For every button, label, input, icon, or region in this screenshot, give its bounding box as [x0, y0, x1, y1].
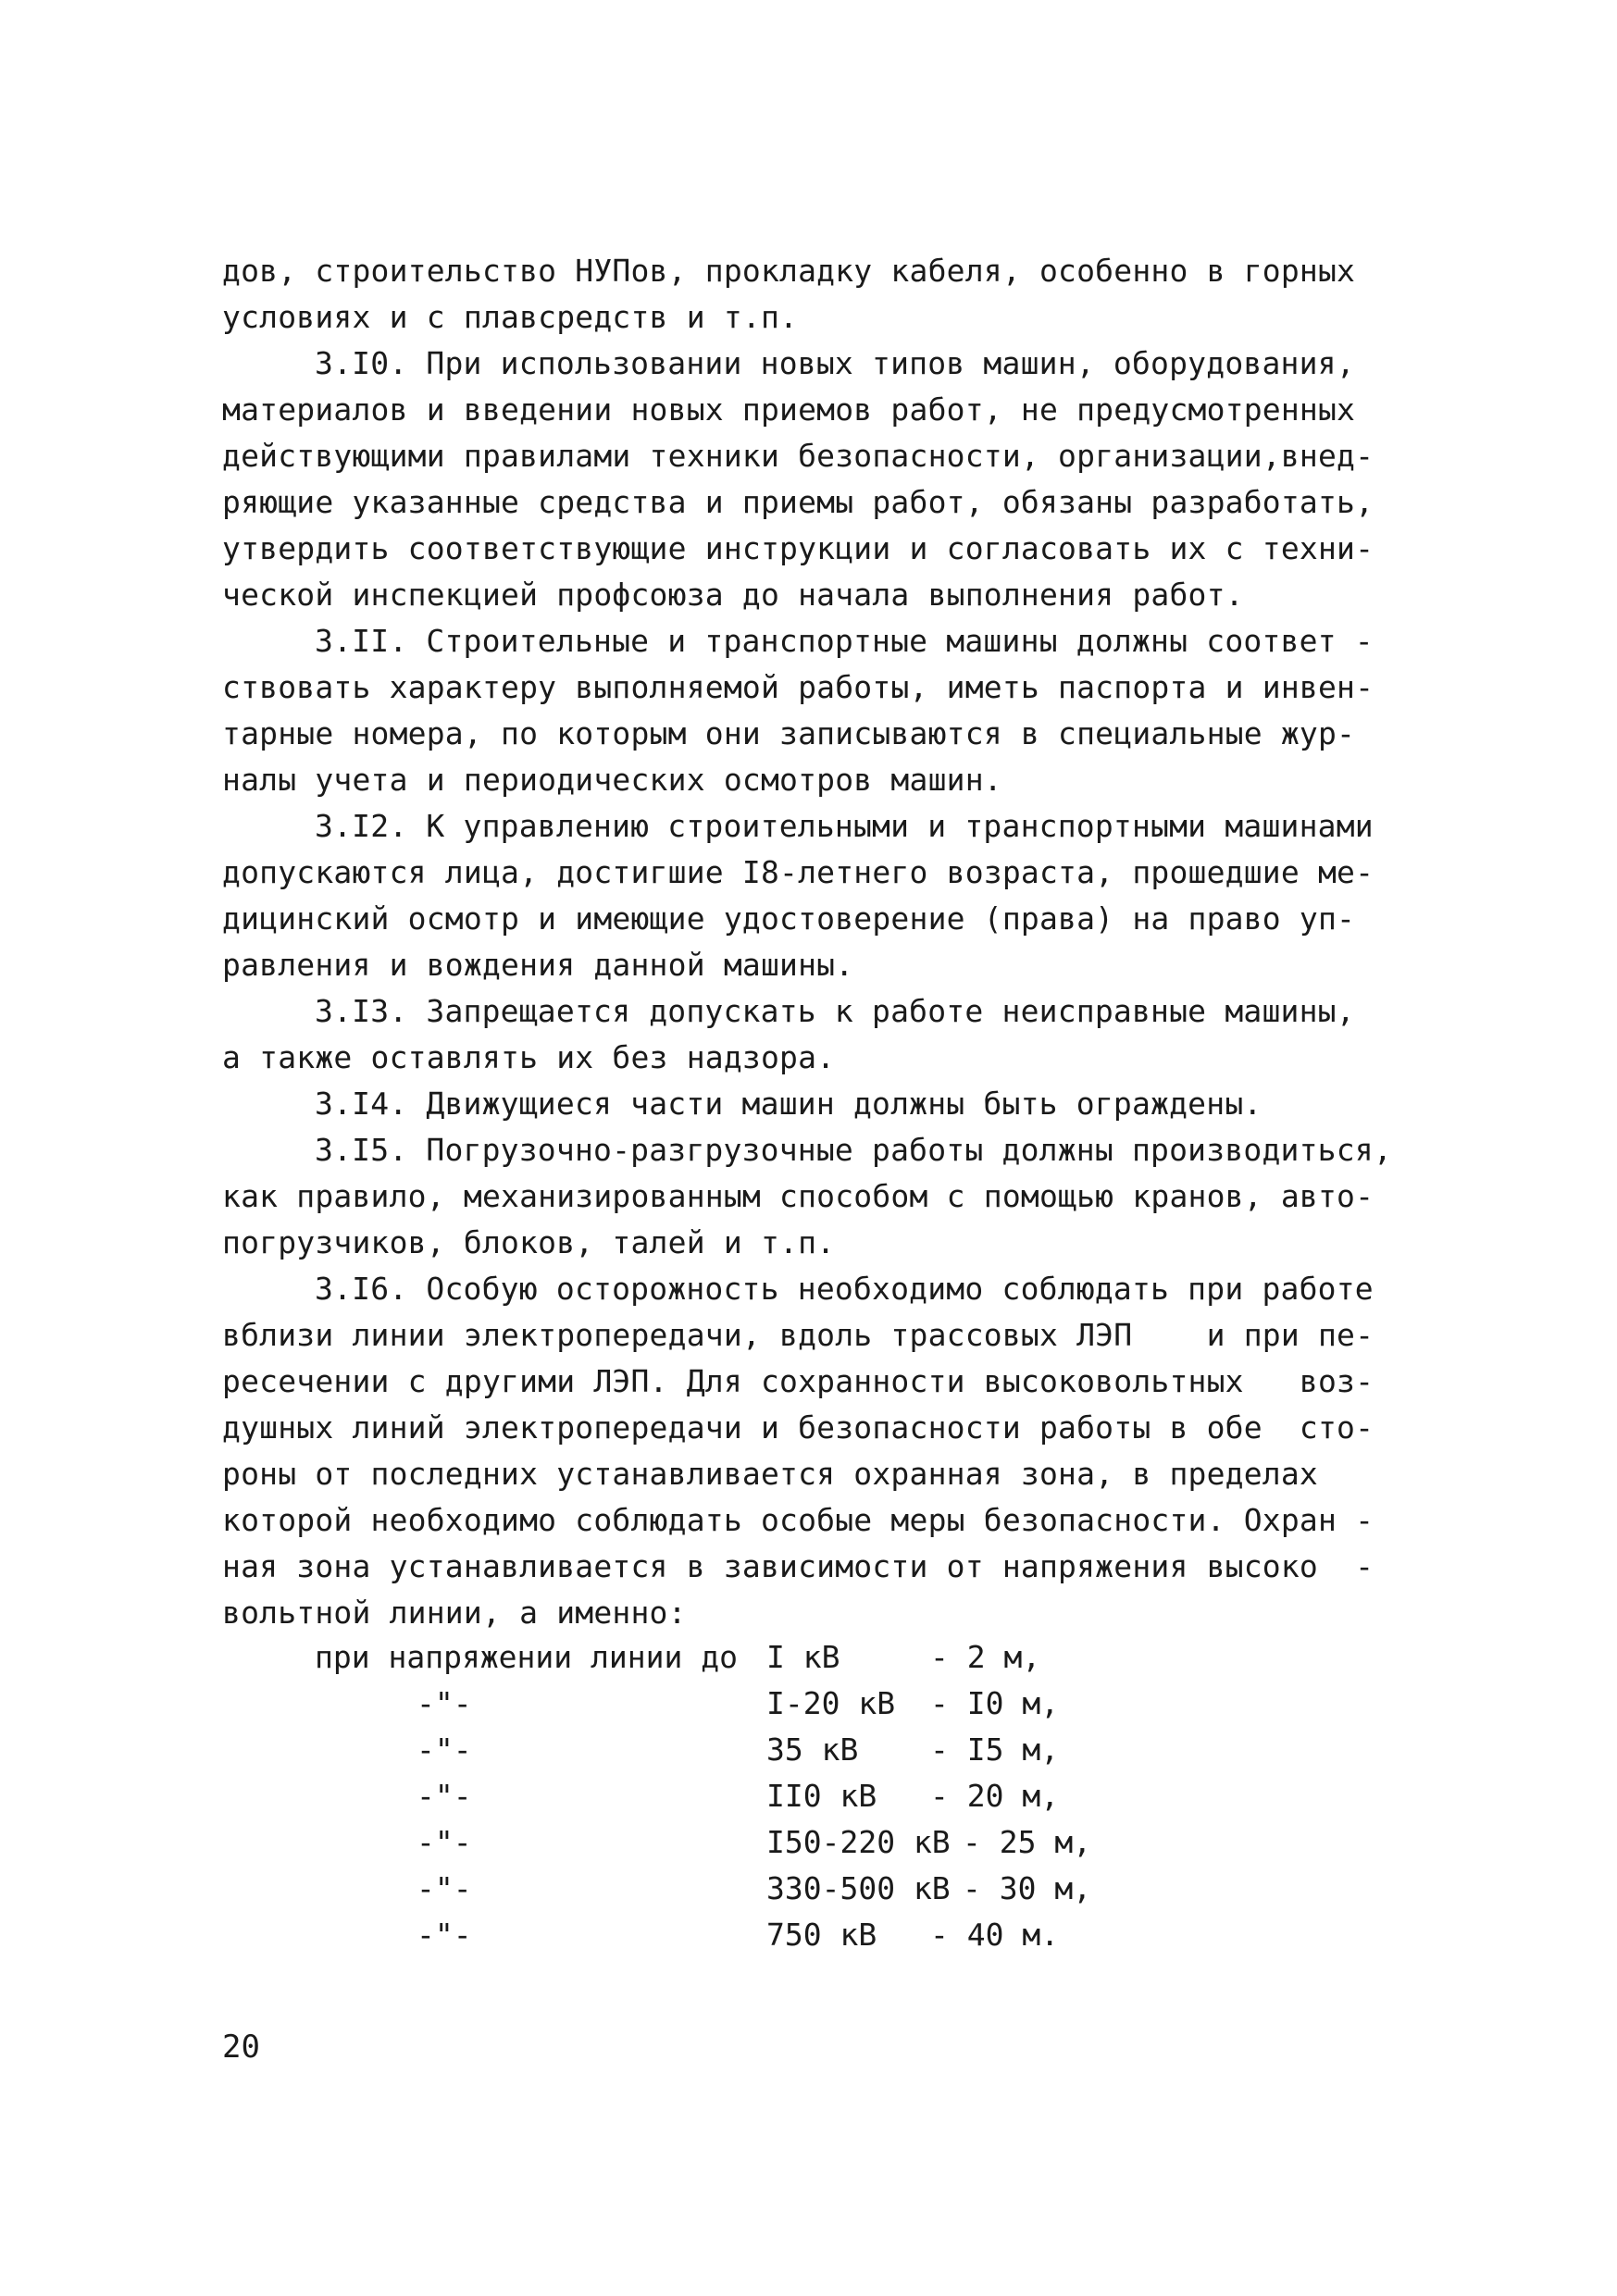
text-line: ряющие указанные средства и приемы работ, обязаны разработать,	[222, 484, 1374, 520]
paragraph-3-16	[222, 1266, 1398, 1636]
text-line: ная зона устанавливается в зависимости от напряжения высоко -	[222, 1548, 1374, 1584]
paragraph-3-11	[222, 618, 1398, 803]
zone-distance: - 30 м,	[963, 1870, 1092, 1906]
text-line: вольтной линии, а именно:	[222, 1595, 687, 1631]
zone-distance: - 25 м,	[963, 1824, 1092, 1860]
zone-condition: при напряжении линии до	[315, 1639, 738, 1675]
zone-voltage: I50-220 кВ	[766, 1824, 951, 1860]
paragraph-3-13	[222, 988, 1398, 1081]
zone-distance: - 20 м,	[930, 1778, 1060, 1814]
zone-row	[315, 1912, 1060, 1958]
text-line: материалов и введении новых приемов работ, не предусмотренных	[222, 391, 1356, 428]
paragraph-3-12	[222, 803, 1398, 988]
text-line: дов, строительство НУПов, прокладку кабеля, особенно в горных	[222, 253, 1356, 289]
zone-voltage: 35 кВ	[766, 1731, 859, 1768]
text-line: 3.I2. К управлению строительными и транспортными машинами	[315, 808, 1374, 844]
text-line: 3.I0. При использовании новых типов машин, оборудования,	[315, 345, 1355, 381]
zone-distance: - I0 м,	[930, 1685, 1060, 1721]
ditto-mark: -"-	[417, 1824, 472, 1860]
text-line: вблизи линии электропередачи, вдоль трассовых ЛЭП и при пе-	[222, 1317, 1374, 1353]
zone-row	[315, 1866, 1092, 1912]
text-line: условиях и с плавсредств и т.п.	[222, 299, 799, 335]
text-line: ресечении с другими ЛЭП. Для сохранности высоковольтных воз-	[222, 1363, 1374, 1399]
page-number: 20	[222, 2029, 260, 2066]
zone-row	[315, 1634, 1041, 1681]
zone-voltage: 750 кВ	[766, 1917, 877, 1953]
body-text	[222, 248, 1398, 1636]
ditto-mark: -"-	[417, 1685, 472, 1721]
text-line: как правило, механизированным способом с помощью кранов, авто-	[222, 1178, 1374, 1214]
text-line: действующими правилами техники безопасности, организации,внед-	[222, 438, 1374, 474]
text-line: 3.II. Строительные и транспортные машины должны соответ -	[315, 623, 1374, 659]
text-line: налы учета и периодических осмотров машин.	[222, 762, 1002, 798]
text-line: дицинский осмотр и имеющие удостоверение (права) на право уп-	[222, 900, 1356, 937]
zone-voltage: II0 кВ	[766, 1778, 877, 1814]
text-line: равления и вождения данной машины.	[222, 947, 854, 983]
text-line: погрузчиков, блоков, талей и т.п.	[222, 1224, 836, 1260]
text-line: ствовать характеру выполняемой работы, иметь паспорта и инвен-	[222, 669, 1374, 705]
paragraph-3-15	[222, 1127, 1398, 1266]
ditto-mark: -"-	[417, 1778, 472, 1814]
zone-row	[315, 1819, 1092, 1866]
paragraph-3-10	[222, 341, 1398, 618]
text-line: которой необходимо соблюдать особые меры безопасности. Охран -	[222, 1502, 1374, 1538]
text-line: тарные номера, по которым они записываются в специальные жур-	[222, 715, 1356, 751]
text-line: душных линий электропередачи и безопасности работы в обе сто-	[222, 1409, 1374, 1446]
ditto-mark: -"-	[417, 1731, 472, 1768]
zone-voltage: I кВ	[766, 1639, 840, 1675]
zone-voltage: 330-500 кВ	[766, 1870, 951, 1906]
text-line: утвердить соответствующие инструкции и согласовать их с техни-	[222, 530, 1374, 566]
paragraph-3-14	[222, 1081, 1398, 1127]
text-line: 3.I6. Особую осторожность необходимо соблюдать при работе	[315, 1271, 1374, 1307]
text-line: допускаются лица, достигшие I8-летнего возраста, прошедшие ме-	[222, 854, 1374, 890]
zone-distance: - 2 м,	[930, 1639, 1041, 1675]
zone-distance: - I5 м,	[930, 1731, 1060, 1768]
text-line: 3.I3. Запрещается допускать к работе неисправные машины,	[315, 993, 1355, 1029]
text-line: роны от последних устанавливается охранная зона, в пределах	[222, 1456, 1318, 1492]
text-line: ческой инспекцией профсоюза до начала выполнения работ.	[222, 577, 1244, 613]
text-line: 3.I5. Погрузочно-разгрузочные работы должны производиться,	[315, 1132, 1392, 1168]
text-line: 3.I4. Движущиеся части машин должны быть ограждены.	[315, 1086, 1263, 1122]
zone-row	[315, 1727, 1060, 1773]
text-line: а также оставлять их без надзора.	[222, 1039, 836, 1075]
protection-zone-table	[315, 1634, 1092, 1958]
paragraph-intro	[222, 248, 1398, 341]
ditto-mark: -"-	[417, 1917, 472, 1953]
zone-row	[315, 1681, 1060, 1727]
zone-voltage: I-20 кВ	[766, 1685, 896, 1721]
ditto-mark: -"-	[417, 1870, 472, 1906]
zone-row	[315, 1773, 1060, 1819]
zone-distance: - 40 м.	[930, 1917, 1060, 1953]
